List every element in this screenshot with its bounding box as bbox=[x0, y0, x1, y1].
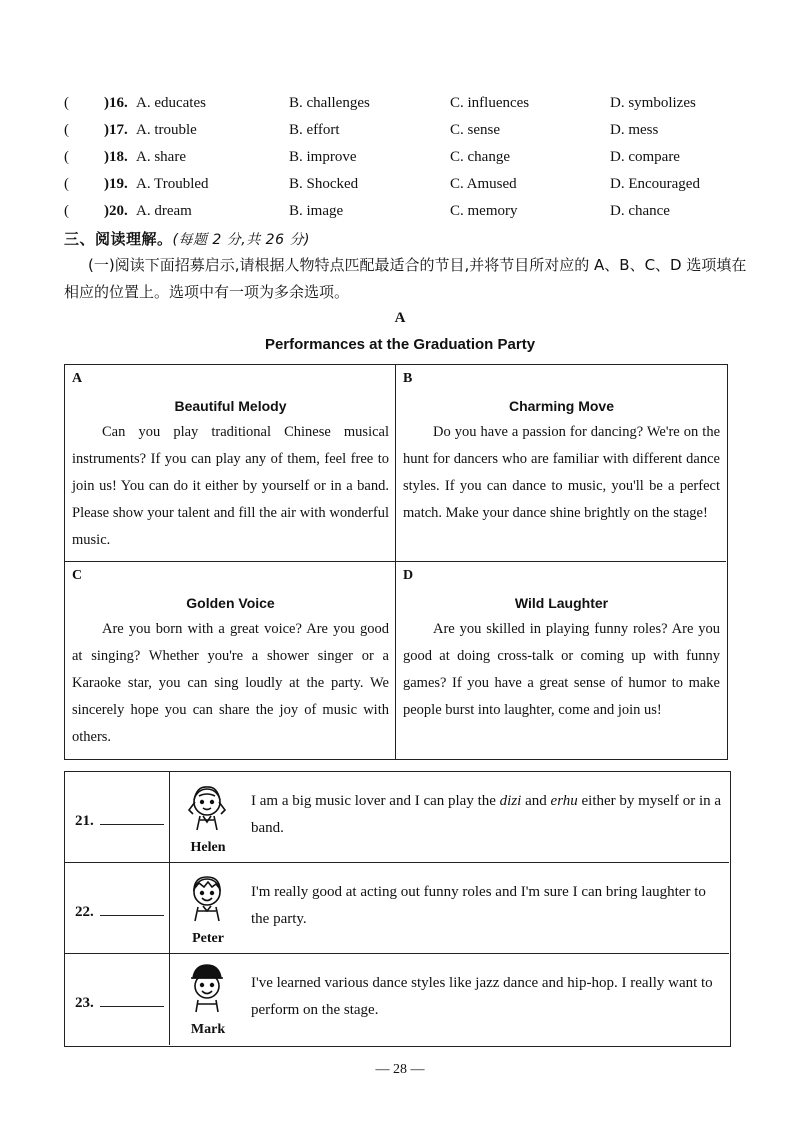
ad-card-d bbox=[396, 562, 726, 759]
girl-avatar-icon bbox=[183, 780, 231, 832]
section-title: 三、阅读理解。 bbox=[64, 230, 173, 248]
column-divider bbox=[169, 954, 170, 1045]
ad-card-a bbox=[65, 365, 396, 562]
section-heading bbox=[64, 228, 310, 249]
ad-letter: A bbox=[72, 371, 83, 386]
question-number: 21. bbox=[75, 813, 94, 829]
match-number bbox=[75, 901, 164, 921]
answer-paren[interactable]: ( bbox=[64, 95, 69, 111]
ad-card-b bbox=[396, 365, 726, 562]
statement-text: and bbox=[521, 793, 551, 809]
option-d: D. Encouraged bbox=[610, 176, 700, 192]
answer-paren[interactable]: ( bbox=[64, 176, 69, 192]
ad-body: Are you skilled in playing funny roles? Are you good at doing cross-talk or coming up with funny games? If you have a great sense of humor to make people burst into laughter, come and join us! bbox=[403, 621, 720, 718]
option-d: D. compare bbox=[610, 149, 680, 165]
option-b: B. improve bbox=[289, 149, 357, 165]
boy-with-cap-avatar-icon bbox=[183, 962, 231, 1014]
ad-letter: C bbox=[72, 568, 83, 583]
answer-blank[interactable] bbox=[100, 992, 164, 1007]
instrument-name: erhu bbox=[550, 793, 578, 809]
ad-title: Wild Laughter bbox=[514, 595, 609, 611]
option-b: B. Shocked bbox=[289, 176, 359, 192]
person-statement bbox=[251, 788, 727, 842]
column-divider bbox=[169, 772, 170, 862]
answer-paren[interactable]: ( bbox=[64, 122, 69, 138]
section-instructions: (一)阅读下面招募启示,请根据人物特点匹配最适合的节目,并将节目所对应的 A、B、C、D 选项填在相应的位置上。选项中有一项为多余选项。 bbox=[64, 256, 747, 301]
answer-paren[interactable]: ( bbox=[64, 203, 69, 219]
ad-letter: D bbox=[403, 568, 414, 583]
passage-title: Performances at the Graduation Party bbox=[264, 336, 536, 353]
ad-body: Do you have a passion for dancing? We're on the hunt for dancers who are familiar with different dance styles. If you can dance to music, you'll be a perfect match. Make your dance shine brightly on the stage! bbox=[403, 424, 720, 521]
choice-row-19 bbox=[64, 171, 754, 198]
passage-letter: A bbox=[394, 310, 406, 326]
option-c: C. change bbox=[450, 149, 510, 165]
ad-body: Can you play traditional Chinese musical instruments? If you can play any of them, feel free to join us! You can do it either by yourself or in a band. Please show your talent and fill the air with wonderful music. bbox=[72, 424, 389, 548]
multiple-choice-list bbox=[64, 90, 754, 225]
answer-blank[interactable] bbox=[100, 901, 164, 916]
option-a: A. trouble bbox=[136, 122, 197, 138]
question-number: 23. bbox=[75, 995, 94, 1011]
match-number bbox=[75, 992, 164, 1012]
match-row-21 bbox=[65, 772, 729, 863]
question-number: )19. bbox=[104, 176, 128, 192]
option-c: C. Amused bbox=[450, 176, 517, 192]
person-name: Peter bbox=[192, 931, 224, 946]
ad-card-c bbox=[65, 562, 396, 759]
option-a: A. share bbox=[136, 149, 186, 165]
boy-avatar-icon bbox=[183, 871, 231, 923]
page-number: — 28 — bbox=[375, 1062, 425, 1077]
question-number: )16. bbox=[104, 95, 128, 111]
choice-row-16 bbox=[64, 90, 754, 117]
match-row-22 bbox=[65, 863, 729, 954]
person-name: Mark bbox=[190, 1022, 226, 1037]
column-divider bbox=[169, 863, 170, 953]
choice-row-20 bbox=[64, 198, 754, 225]
option-d: D. chance bbox=[610, 203, 670, 219]
answer-paren[interactable]: ( bbox=[64, 149, 69, 165]
match-number bbox=[75, 810, 164, 830]
option-c: C. sense bbox=[450, 122, 500, 138]
option-b: B. image bbox=[289, 203, 344, 219]
matching-table bbox=[64, 771, 731, 1047]
choice-row-18 bbox=[64, 144, 754, 171]
section-points: (每题 2 分,共 26 分) bbox=[172, 232, 310, 248]
person-name: Helen bbox=[190, 840, 226, 855]
option-b: B. challenges bbox=[289, 95, 370, 111]
option-d: D. mess bbox=[610, 122, 659, 138]
question-number: )17. bbox=[104, 122, 128, 138]
question-number: 22. bbox=[75, 904, 94, 920]
question-number: )20. bbox=[104, 203, 128, 219]
match-row-23 bbox=[65, 954, 729, 1045]
option-b: B. effort bbox=[289, 122, 340, 138]
option-a: A. Troubled bbox=[136, 176, 209, 192]
option-c: C. memory bbox=[450, 203, 518, 219]
option-a: A. educates bbox=[136, 95, 206, 111]
choice-row-17 bbox=[64, 117, 754, 144]
ad-title: Beautiful Melody bbox=[174, 398, 287, 414]
option-a: A. dream bbox=[136, 203, 192, 219]
statement-text: I am a big music lover and I can play the bbox=[251, 793, 500, 809]
performance-ads-grid bbox=[64, 364, 728, 760]
instrument-name: dizi bbox=[499, 793, 522, 809]
person-statement: I've learned various dance styles like jazz dance and hip-hop. I really want to perform on the stage. bbox=[251, 975, 713, 1018]
ad-title: Golden Voice bbox=[186, 595, 275, 611]
option-c: C. influences bbox=[450, 95, 530, 111]
ad-title: Charming Move bbox=[508, 398, 614, 414]
statement-text: either by myself or in a band. bbox=[251, 793, 722, 836]
option-d: D. symbolizes bbox=[610, 95, 696, 111]
ad-letter: B bbox=[403, 371, 413, 386]
answer-blank[interactable] bbox=[100, 810, 164, 825]
person-statement: I'm really good at acting out funny roles and I'm sure I can bring laughter to the party. bbox=[251, 884, 706, 927]
ad-body: Are you born with a great voice? Are you good at singing? Whether you're a shower singer or a Karaoke star, you can sing loudly at the party. We sincerely hope you can share the joy of music with others. bbox=[72, 621, 389, 745]
question-number: )18. bbox=[104, 149, 128, 165]
